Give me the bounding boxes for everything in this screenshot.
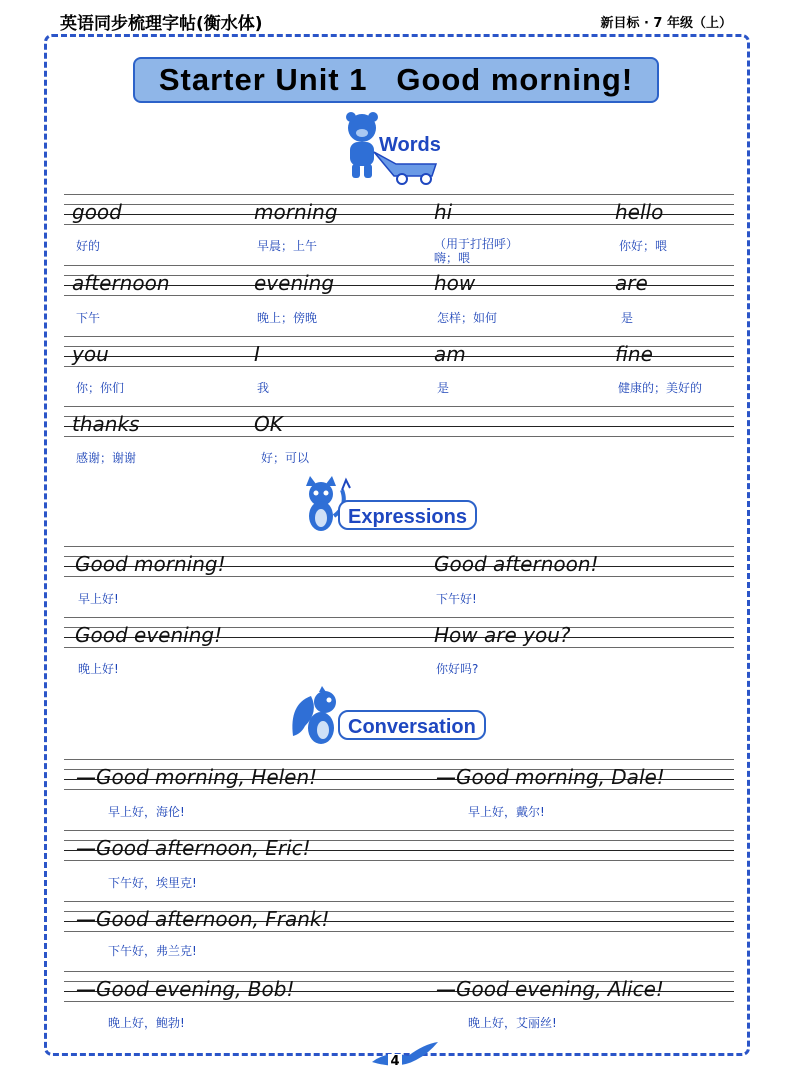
dialogue-line: —Good evening, Bob! bbox=[76, 977, 295, 1001]
meaning-fine: 健康的；美好的 bbox=[618, 381, 703, 395]
dialogue-line: —Good morning, Helen! bbox=[76, 765, 318, 789]
bird-icon bbox=[368, 1040, 440, 1070]
meaning-am: 是 bbox=[437, 381, 450, 395]
word-are: are bbox=[615, 271, 648, 295]
expression-meaning: 下午好! bbox=[436, 592, 477, 606]
word-hello: hello bbox=[615, 200, 664, 224]
writing-line bbox=[64, 971, 734, 1001]
writing-line bbox=[64, 406, 734, 436]
word-fine: fine bbox=[615, 342, 653, 366]
expression-meaning: 晚上好! bbox=[78, 662, 119, 676]
meaning-evening: 晚上；傍晚 bbox=[257, 311, 318, 325]
meaning-hello: 你好；喂 bbox=[619, 239, 668, 253]
dialogue-line: —Good evening, Alice! bbox=[436, 977, 664, 1001]
meaning-i: 我 bbox=[257, 381, 270, 395]
book-title: 英语同步梳理字帖(衡水体) bbox=[60, 14, 263, 34]
dialogue-line: —Good afternoon, Eric! bbox=[76, 836, 311, 860]
meaning-afternoon: 下午 bbox=[76, 311, 101, 325]
dialogue-line: —Good morning, Dale! bbox=[436, 765, 665, 789]
word-hi: hi bbox=[434, 200, 453, 224]
writing-line bbox=[64, 546, 734, 576]
word-am: am bbox=[434, 342, 466, 366]
writing-line bbox=[64, 194, 734, 224]
dialogue-meaning: 晚上好，鲍勃! bbox=[108, 1016, 185, 1030]
word-ok: OK bbox=[254, 412, 283, 436]
word-i: I bbox=[254, 342, 260, 366]
writing-line bbox=[64, 265, 734, 295]
meaning-how: 怎样；如何 bbox=[437, 311, 498, 325]
word-afternoon: afternoon bbox=[72, 271, 170, 295]
writing-line bbox=[64, 336, 734, 366]
dialogue-line: —Good afternoon, Frank! bbox=[76, 907, 330, 931]
dialogue-meaning: 下午好，弗兰克! bbox=[108, 944, 197, 958]
expression-meaning: 你好吗? bbox=[436, 662, 479, 676]
word-evening: evening bbox=[254, 271, 335, 295]
writing-line bbox=[64, 830, 734, 860]
meaning-hi: （用于打招呼） 嗨；喂 bbox=[434, 237, 519, 265]
word-you: you bbox=[72, 342, 109, 366]
word-good: good bbox=[72, 200, 122, 224]
word-morning: morning bbox=[254, 200, 338, 224]
page-number: 4 bbox=[388, 1054, 402, 1069]
writing-line bbox=[64, 617, 734, 647]
unit-title: Starter Unit 1 Good morning! bbox=[133, 57, 659, 103]
meaning-you: 你；你们 bbox=[76, 381, 125, 395]
meaning-are: 是 bbox=[621, 311, 634, 325]
expression-meaning: 早上好! bbox=[78, 592, 119, 606]
words-heading: Words bbox=[379, 134, 441, 156]
meaning-good: 好的 bbox=[76, 239, 101, 253]
grade-label: 新目标 · 7 年级（上） bbox=[600, 16, 732, 31]
writing-line bbox=[64, 901, 734, 931]
expression-good-morning: Good morning! bbox=[75, 552, 226, 576]
dialogue-meaning: 早上好，戴尔! bbox=[468, 805, 545, 819]
word-thanks: thanks bbox=[72, 412, 140, 436]
expression-how-are-you: How are you? bbox=[434, 623, 571, 647]
dialogue-meaning: 早上好，海伦! bbox=[108, 805, 185, 819]
expressions-heading: Expressions bbox=[338, 500, 477, 530]
meaning-thanks: 感谢；谢谢 bbox=[76, 451, 137, 465]
dialogue-meaning: 晚上好，艾丽丝! bbox=[468, 1016, 557, 1030]
meaning-morning: 早晨；上午 bbox=[257, 239, 318, 253]
dialogue-meaning: 下午好，埃里克! bbox=[108, 876, 197, 890]
writing-line bbox=[64, 759, 734, 789]
conversation-heading: Conversation bbox=[338, 710, 486, 740]
meaning-ok: 好；可以 bbox=[261, 451, 310, 465]
word-how: how bbox=[434, 271, 476, 295]
expression-good-afternoon: Good afternoon! bbox=[434, 552, 599, 576]
expression-good-evening: Good evening! bbox=[75, 623, 223, 647]
